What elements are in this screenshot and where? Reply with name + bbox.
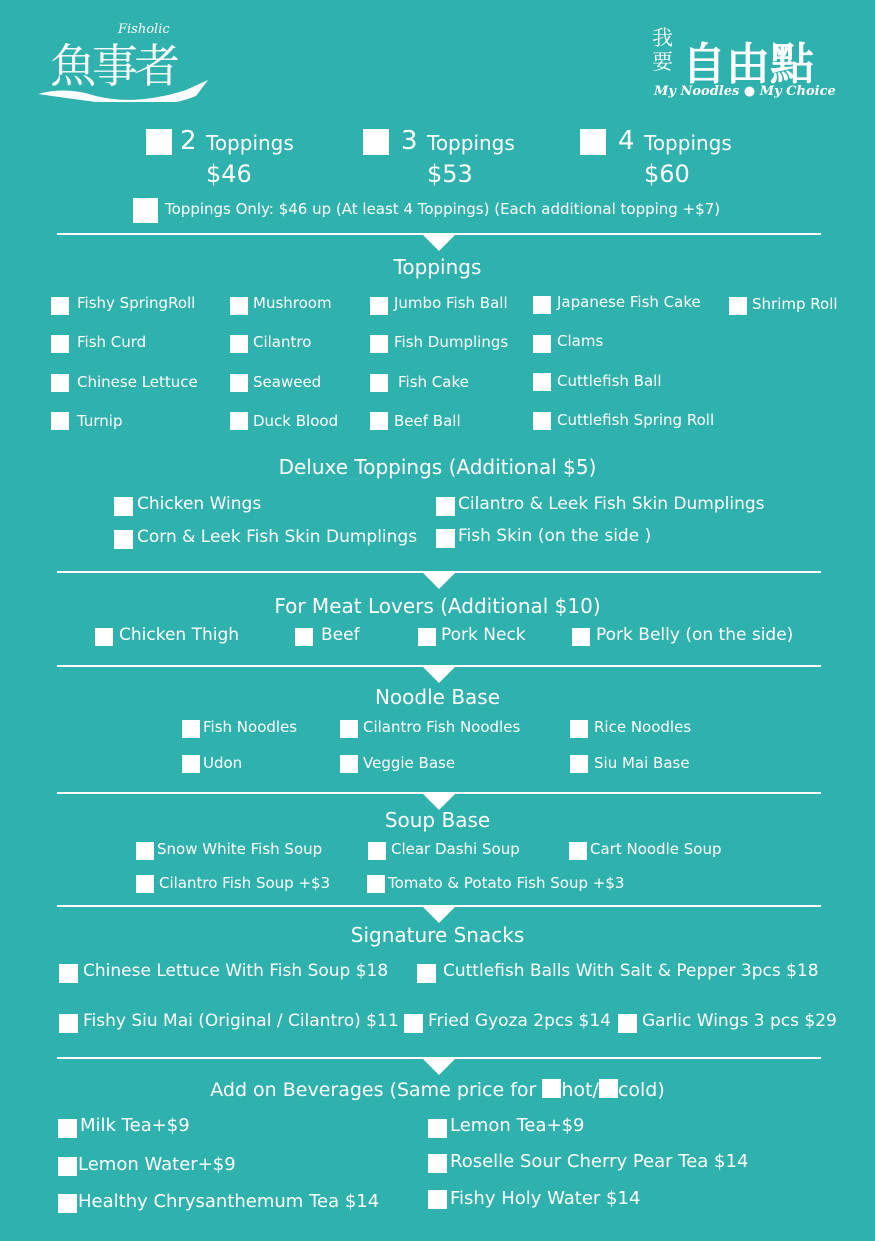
topping-label: Cuttlefish Ball: [557, 372, 662, 390]
topping-checkbox[interactable]: [230, 412, 248, 430]
arrow-down-icon: [422, 666, 456, 683]
snacks-heading: Signature Snacks: [350, 923, 525, 947]
tier-4-price: $60: [644, 160, 690, 188]
deluxe-label: Fish Skin (on the side ): [458, 526, 652, 546]
topping-checkbox[interactable]: [230, 297, 248, 315]
topping-label: Jumbo Fish Ball: [394, 294, 508, 312]
soup-checkbox[interactable]: [368, 842, 386, 860]
beverages-heading-prefix: Add on Beverages (Same price for: [210, 1079, 543, 1101]
beverage-checkbox[interactable]: [58, 1119, 77, 1138]
fisholic-logo: [36, 22, 216, 102]
logo-brand-en: Fisholic: [118, 22, 170, 37]
tier-3-checkbox[interactable]: [363, 129, 389, 155]
topping-label: Mushroom: [253, 294, 332, 312]
snack-checkbox[interactable]: [618, 1014, 637, 1033]
beverage-checkbox[interactable]: [428, 1190, 447, 1209]
meat-label: Chicken Thigh: [119, 625, 240, 645]
noodle-heading: Noodle Base: [374, 685, 501, 709]
soup-label: Snow White Fish Soup: [157, 840, 323, 858]
topping-checkbox[interactable]: [370, 374, 388, 392]
topping-label: Cuttlefish Spring Roll: [557, 411, 715, 429]
toppings-only-label: Toppings Only: $46 up (At least 4 Toppings) (Each additional topping +$7): [165, 200, 721, 218]
topping-checkbox[interactable]: [51, 335, 69, 353]
beverage-label: Lemon Water+$9: [78, 1154, 236, 1175]
soup-checkbox[interactable]: [136, 842, 154, 860]
noodle-label: Udon: [203, 754, 243, 772]
noodle-label: Rice Noodles: [594, 718, 692, 736]
noodle-checkbox[interactable]: [340, 720, 358, 738]
deluxe-label: Corn & Leek Fish Skin Dumplings: [137, 527, 418, 547]
topping-label: Cilantro: [253, 333, 312, 351]
topping-checkbox[interactable]: [533, 335, 551, 353]
topping-label: Clams: [557, 332, 604, 350]
beverage-checkbox[interactable]: [58, 1157, 77, 1176]
meat-label: Pork Neck: [441, 625, 526, 645]
tier-3-count: 3: [401, 126, 418, 156]
deluxe-checkbox[interactable]: [436, 529, 455, 548]
meat-label: Pork Belly (on the side): [596, 625, 794, 645]
topping-label: Fish Dumplings: [394, 333, 509, 351]
noodle-label: Veggie Base: [363, 754, 456, 772]
snack-checkbox[interactable]: [417, 964, 436, 983]
topping-checkbox[interactable]: [51, 297, 69, 315]
arrow-down-icon: [422, 1058, 456, 1075]
beverage-checkbox[interactable]: [428, 1119, 447, 1138]
deluxe-label: Chicken Wings: [137, 494, 262, 514]
beverage-checkbox[interactable]: [58, 1194, 77, 1213]
arrow-down-icon: [422, 906, 456, 923]
topping-label: Fishy SpringRoll: [77, 294, 196, 312]
logo-cn-big: 自由點: [682, 39, 814, 90]
deluxe-checkbox[interactable]: [436, 497, 455, 516]
deluxe-checkbox[interactable]: [114, 497, 133, 516]
soup-checkbox[interactable]: [569, 842, 587, 860]
hot-checkbox[interactable]: [542, 1079, 561, 1098]
topping-label: Fish Curd: [77, 333, 147, 351]
topping-label: Seaweed: [253, 373, 322, 391]
meat-heading: For Meat Lovers (Additional $10): [274, 594, 601, 618]
topping-checkbox[interactable]: [533, 296, 551, 314]
topping-label: Turnip: [77, 412, 123, 430]
cold-checkbox[interactable]: [599, 1079, 618, 1098]
noodle-label: Cilantro Fish Noodles: [363, 718, 521, 736]
tier-4-checkbox[interactable]: [580, 129, 606, 155]
topping-checkbox[interactable]: [729, 297, 747, 315]
fish-swoosh-icon: [36, 66, 216, 102]
topping-label: Duck Blood: [253, 412, 339, 430]
topping-checkbox[interactable]: [370, 412, 388, 430]
topping-label: Japanese Fish Cake: [557, 293, 701, 311]
beverage-label: Milk Tea+$9: [80, 1115, 190, 1136]
snack-label: Garlic Wings 3 pcs $29: [642, 1011, 837, 1031]
tier-3-label: Toppings: [427, 131, 515, 155]
tier-2-checkbox[interactable]: [146, 129, 172, 155]
beverage-label: Lemon Tea+$9: [450, 1115, 585, 1136]
meat-checkbox[interactable]: [572, 628, 590, 646]
meat-label: Beef: [321, 625, 360, 645]
beverage-checkbox[interactable]: [428, 1154, 447, 1173]
toppings-only-checkbox[interactable]: [133, 198, 158, 223]
meat-checkbox[interactable]: [418, 628, 436, 646]
tier-4-label: Toppings: [644, 131, 732, 155]
tier-2-label: Toppings: [206, 131, 294, 155]
tier-2-price: $46: [206, 160, 252, 188]
topping-checkbox[interactable]: [230, 335, 248, 353]
noodle-checkbox[interactable]: [570, 720, 588, 738]
noodle-checkbox[interactable]: [182, 720, 200, 738]
topping-checkbox[interactable]: [370, 297, 388, 315]
snack-label: Chinese Lettuce With Fish Soup $18: [83, 961, 389, 981]
topping-label: Beef Ball: [394, 412, 461, 430]
logo-brand-cn: 魚事者: [50, 39, 176, 93]
snack-label: Fried Gyoza 2pcs $14: [428, 1011, 611, 1031]
noodle-checkbox[interactable]: [570, 755, 588, 773]
beverages-heading: [0, 1079, 875, 1101]
tier-3-price: $53: [427, 160, 473, 188]
beverages-cold-label: cold): [617, 1079, 665, 1101]
snack-checkbox[interactable]: [59, 1014, 78, 1033]
soup-label: Cilantro Fish Soup +$3: [159, 874, 331, 892]
my-choice-logo: [650, 26, 840, 106]
logo-slogan: My Noodles ● My Choice: [654, 84, 836, 99]
deluxe-checkbox[interactable]: [114, 530, 133, 549]
beverages-hot-label: hot/: [561, 1079, 599, 1101]
topping-label: Chinese Lettuce: [77, 373, 198, 391]
noodle-label: Siu Mai Base: [594, 754, 690, 772]
soup-label: Cart Noodle Soup: [590, 840, 722, 858]
beverage-label: Fishy Holy Water $14: [450, 1188, 641, 1209]
topping-checkbox[interactable]: [370, 335, 388, 353]
snack-label: Cuttlefish Balls With Salt & Pepper 3pcs $18: [443, 961, 819, 981]
snack-label: Fishy Siu Mai (Original / Cilantro) $11: [83, 1011, 399, 1031]
noodle-checkbox[interactable]: [182, 755, 200, 773]
soup-checkbox[interactable]: [367, 875, 385, 893]
snack-checkbox[interactable]: [404, 1014, 423, 1033]
snack-checkbox[interactable]: [59, 964, 78, 983]
soup-label: Clear Dashi Soup: [391, 840, 520, 858]
tier-2-count: 2: [180, 126, 197, 156]
topping-checkbox[interactable]: [51, 374, 69, 392]
meat-checkbox[interactable]: [295, 628, 313, 646]
arrow-down-icon: [422, 572, 456, 589]
arrow-down-icon: [422, 234, 456, 251]
soup-label: Tomato & Potato Fish Soup +$3: [388, 874, 625, 892]
soup-heading: Soup Base: [384, 808, 491, 832]
deluxe-heading: Deluxe Toppings (Additional $5): [278, 455, 597, 479]
topping-checkbox[interactable]: [533, 412, 551, 430]
topping-label: Fish Cake: [398, 373, 469, 391]
noodle-label: Fish Noodles: [203, 718, 298, 736]
tier-4-count: 4: [618, 126, 635, 156]
logo-cn-small: 我要: [652, 26, 673, 74]
deluxe-label: Cilantro & Leek Fish Skin Dumplings: [458, 494, 765, 514]
topping-checkbox[interactable]: [533, 373, 551, 391]
soup-checkbox[interactable]: [136, 875, 154, 893]
beverage-label: Roselle Sour Cherry Pear Tea $14: [450, 1151, 749, 1172]
topping-checkbox[interactable]: [51, 412, 69, 430]
noodle-checkbox[interactable]: [340, 755, 358, 773]
beverage-label: Healthy Chrysanthemum Tea $14: [78, 1191, 380, 1212]
topping-checkbox[interactable]: [230, 374, 248, 392]
meat-checkbox[interactable]: [95, 628, 113, 646]
topping-label: Shrimp Roll: [752, 295, 838, 313]
toppings-heading: Toppings: [393, 255, 482, 279]
